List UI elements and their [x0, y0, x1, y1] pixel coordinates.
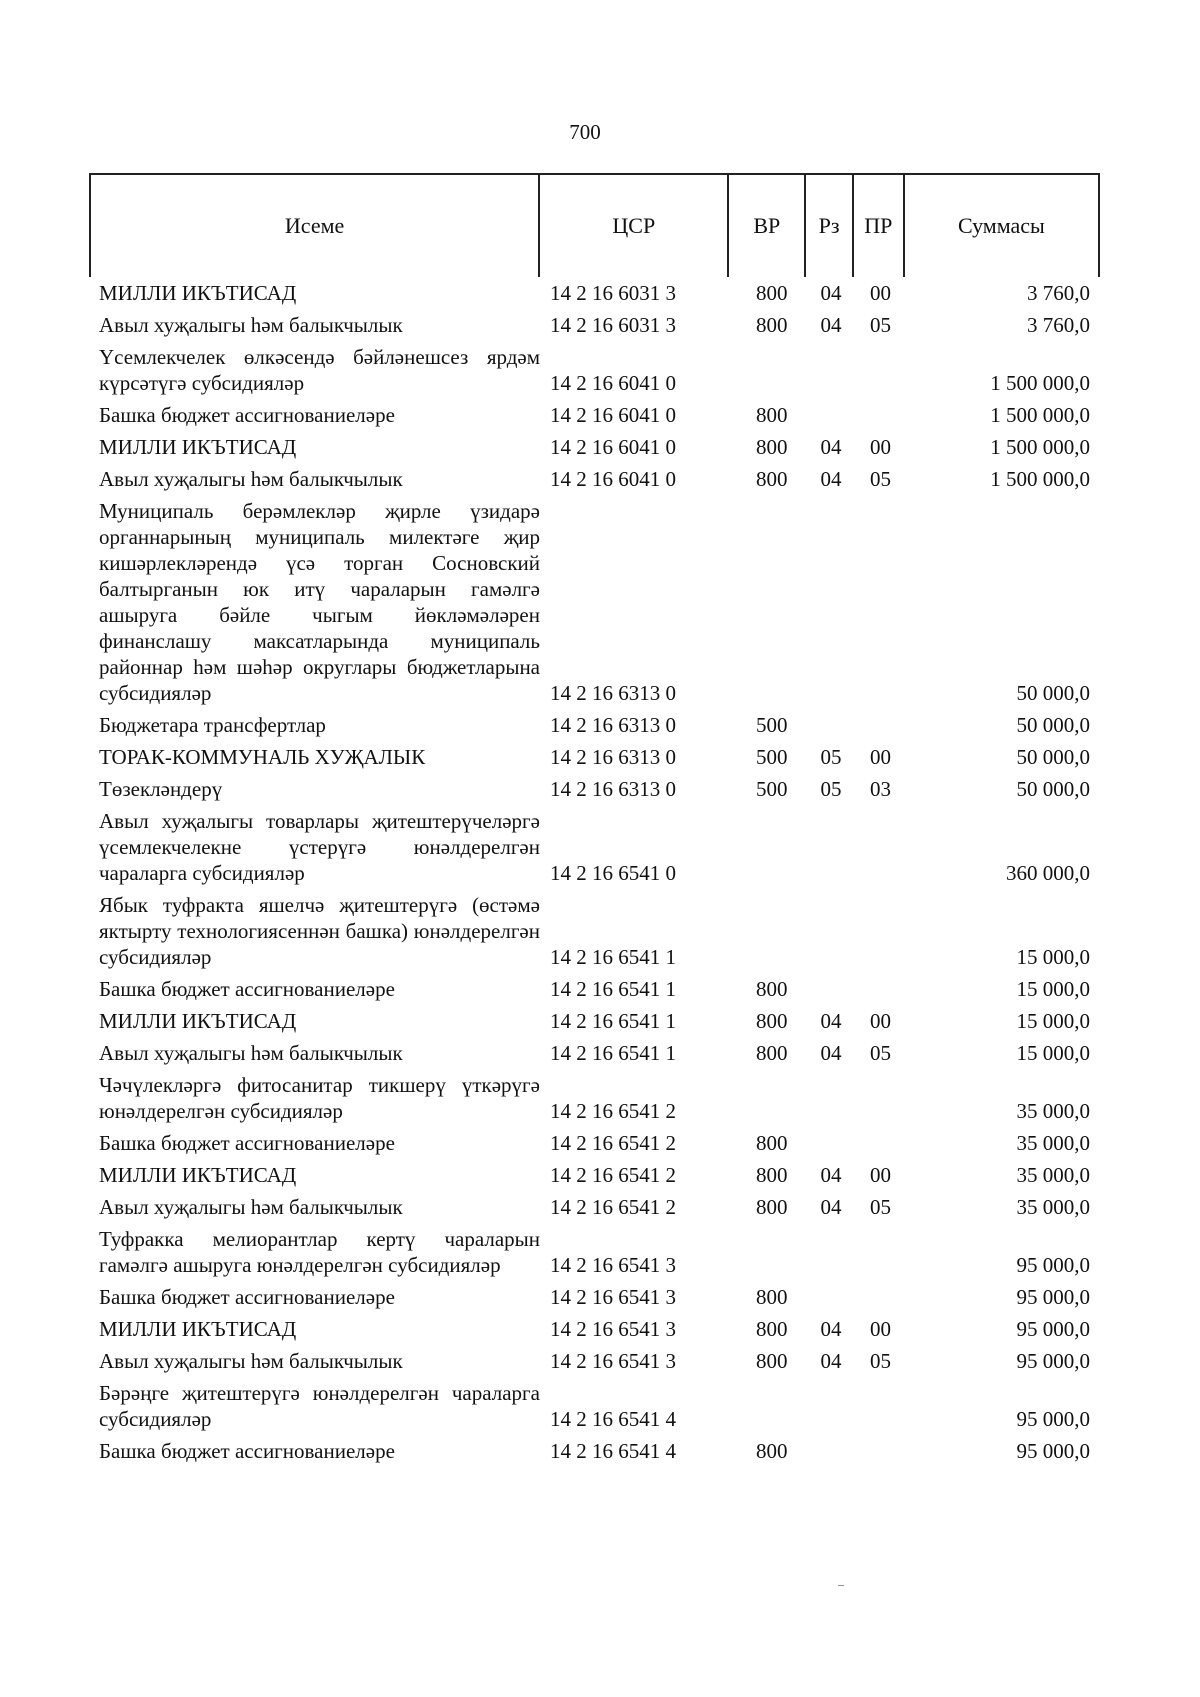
row-sum: 15 000,0 — [1016, 977, 1090, 1001]
row-sum: 95 000,0 — [1016, 1317, 1090, 1341]
row-csr: 14 2 16 6541 3 — [550, 1285, 676, 1309]
row-sum: 35 000,0 — [1016, 1099, 1090, 1123]
row-sum: 1 500 000,0 — [990, 371, 1090, 395]
table-row — [99, 399, 1100, 431]
row-rz: 05 — [820, 777, 842, 801]
row-name: Авыл хуҗалыгы товарлары җитештерүчеләргә үсемлекчелекне үстерүгә юнәлдерелгән чараларга субсидияләр — [99, 809, 540, 885]
row-csr: 14 2 16 6541 3 — [550, 1253, 676, 1277]
row-vr: 500 — [756, 713, 788, 737]
row-pr: 00 — [870, 1163, 891, 1187]
row-pr: 05 — [870, 1041, 891, 1065]
row-vr: 800 — [756, 313, 788, 337]
row-vr: 500 — [756, 745, 788, 769]
row-rz: 04 — [820, 313, 842, 337]
row-sum: 35 000,0 — [1016, 1163, 1090, 1187]
table-row — [99, 341, 1100, 399]
row-csr: 14 2 16 6541 4 — [550, 1407, 676, 1431]
table-row — [99, 1159, 1100, 1191]
row-rz: 04 — [820, 281, 842, 305]
row-name: МИЛЛИ ИКЪТИСАД — [99, 435, 297, 459]
row-sum: 15 000,0 — [1016, 1009, 1090, 1033]
header-pr: ПР — [854, 175, 905, 277]
row-vr: 800 — [756, 1041, 788, 1065]
row-csr: 14 2 16 6031 3 — [550, 281, 676, 305]
row-sum: 1 500 000,0 — [990, 403, 1090, 427]
row-rz: 04 — [820, 1349, 842, 1373]
table-row — [99, 277, 1100, 309]
row-csr: 14 2 16 6031 3 — [550, 313, 676, 337]
row-name: Чәчүлекләргә фитосанитар тикшерү үткәрүгә юнәлдерелгән субсидияләр — [99, 1073, 540, 1123]
row-vr: 800 — [756, 977, 788, 1001]
row-pr: 05 — [870, 1195, 891, 1219]
row-pr: 00 — [870, 745, 891, 769]
row-csr: 14 2 16 6313 0 — [550, 777, 676, 801]
row-name: Туфракка мелиорантлар кертү чараларын гамәлгә ашыруга юнәлдерелгән субсидияләр — [99, 1227, 540, 1277]
row-rz: 04 — [820, 1041, 842, 1065]
row-vr: 800 — [756, 1009, 788, 1033]
table-row — [99, 1005, 1100, 1037]
table-row — [99, 741, 1100, 773]
row-name: ТОРАК-КОММУНАЛЬ ХУҖАЛЫК — [99, 745, 426, 769]
row-csr: 14 2 16 6041 0 — [550, 403, 676, 427]
row-sum: 95 000,0 — [1016, 1285, 1090, 1309]
row-pr: 00 — [870, 1317, 891, 1341]
row-name: Авыл хуҗалыгы һәм балыкчылык — [99, 1349, 403, 1373]
row-name: Башка бюджет ассигнованиеләре — [99, 1285, 395, 1309]
page-number: 700 — [569, 120, 601, 144]
row-sum: 50 000,0 — [1016, 713, 1090, 737]
row-sum: 50 000,0 — [1016, 777, 1090, 801]
row-csr: 14 2 16 6541 3 — [550, 1317, 676, 1341]
table-row — [99, 495, 1100, 709]
row-name: Ябык туфракта яшелчә җитештерүгә (өстәмә яктырту технологиясеннән башка) юнәлдерелгән субсидияләр — [99, 893, 540, 969]
row-name: Башка бюджет ассигнованиеләре — [99, 1131, 395, 1155]
row-sum: 1 500 000,0 — [990, 467, 1090, 491]
row-vr: 800 — [756, 1439, 788, 1463]
row-vr: 800 — [756, 1285, 788, 1309]
row-sum: 95 000,0 — [1016, 1407, 1090, 1431]
row-vr: 800 — [756, 435, 788, 459]
row-name: Бюджетара трансфертлар — [99, 713, 326, 737]
row-rz: 04 — [820, 435, 842, 459]
row-vr: 500 — [756, 777, 788, 801]
row-pr: 00 — [870, 435, 891, 459]
row-csr: 14 2 16 6541 0 — [550, 861, 676, 885]
table-row — [99, 889, 1100, 973]
row-csr: 14 2 16 6041 0 — [550, 435, 676, 459]
row-pr: 03 — [870, 777, 891, 801]
row-vr: 800 — [756, 403, 788, 427]
row-sum: 50 000,0 — [1016, 681, 1090, 705]
table-row — [99, 463, 1100, 495]
row-csr: 14 2 16 6313 0 — [550, 681, 676, 705]
row-csr: 14 2 16 6541 4 — [550, 1439, 676, 1463]
table-row — [99, 773, 1100, 805]
table-row — [99, 1069, 1100, 1127]
table-row — [99, 709, 1100, 741]
row-sum: 95 000,0 — [1016, 1349, 1090, 1373]
row-csr: 14 2 16 6041 0 — [550, 467, 676, 491]
row-name: МИЛЛИ ИКЪТИСАД — [99, 1009, 297, 1033]
row-csr: 14 2 16 6541 1 — [550, 977, 676, 1001]
row-name: Авыл хуҗалыгы һәм балыкчылык — [99, 1195, 403, 1219]
row-vr: 800 — [756, 281, 788, 305]
table-row — [99, 1223, 1100, 1281]
row-rz: 04 — [820, 1163, 842, 1187]
row-pr: 05 — [870, 1349, 891, 1373]
row-name: Авыл хуҗалыгы һәм балыкчылык — [99, 1041, 403, 1065]
row-sum: 15 000,0 — [1016, 945, 1090, 969]
row-name: МИЛЛИ ИКЪТИСАД — [99, 1163, 297, 1187]
row-sum: 35 000,0 — [1016, 1131, 1090, 1155]
row-name: Авыл хуҗалыгы һәм балыкчылык — [99, 313, 403, 337]
row-name: МИЛЛИ ИКЪТИСАД — [99, 1317, 297, 1341]
row-rz: 04 — [820, 1195, 842, 1219]
row-csr: 14 2 16 6541 1 — [550, 1009, 676, 1033]
table-row — [99, 1435, 1100, 1467]
row-sum: 35 000,0 — [1016, 1195, 1090, 1219]
row-sum: 15 000,0 — [1016, 1041, 1090, 1065]
row-sum: 3 760,0 — [1027, 281, 1090, 305]
table-row — [99, 309, 1100, 341]
row-name: Башка бюджет ассигнованиеләре — [99, 977, 395, 1001]
row-sum: 3 760,0 — [1027, 313, 1090, 337]
table-row — [99, 1377, 1100, 1435]
row-csr: 14 2 16 6541 2 — [550, 1131, 676, 1155]
header-name: Исеме — [91, 175, 540, 277]
row-vr: 800 — [756, 1131, 788, 1155]
row-sum: 1 500 000,0 — [990, 435, 1090, 459]
row-csr: 14 2 16 6541 3 — [550, 1349, 676, 1373]
table-row — [99, 1345, 1100, 1377]
row-sum: 360 000,0 — [1006, 861, 1090, 885]
row-rz: 04 — [820, 467, 842, 491]
table-row — [99, 973, 1100, 1005]
row-name: Муниципаль берәмлекләр җирле үзидарә органнарының муниципаль милектәге җир кишәрлекләрендә үсә торган Сосновский балтырганын юк итү чараларын гамәлгә ашыруга бәйле чыгым йөкләмәләрен финанслашу максатларында муниципаль районнар һәм шәһәр округлары бюджетларына субсидияләр — [99, 499, 540, 705]
row-csr: 14 2 16 6541 2 — [550, 1195, 676, 1219]
table-body — [99, 277, 1100, 1467]
table-row — [99, 1281, 1100, 1313]
table-row — [99, 1037, 1100, 1069]
row-name: Үсемлекчелек өлкәсендә бәйләнешсез ярдәм күрсәтүгә субсидияләр — [99, 345, 540, 395]
row-sum: 95 000,0 — [1016, 1439, 1090, 1463]
row-csr: 14 2 16 6541 1 — [550, 945, 676, 969]
row-csr: 14 2 16 6541 2 — [550, 1099, 676, 1123]
row-name: МИЛЛИ ИКЪТИСАД — [99, 281, 297, 305]
row-csr: 14 2 16 6541 2 — [550, 1163, 676, 1187]
table-header — [89, 173, 1100, 277]
row-name: Төзекләндерү — [99, 777, 223, 801]
row-vr: 800 — [756, 1195, 788, 1219]
row-csr: 14 2 16 6313 0 — [550, 745, 676, 769]
row-vr: 800 — [756, 467, 788, 491]
row-pr: 00 — [870, 1009, 891, 1033]
row-pr: 05 — [870, 467, 891, 491]
row-sum: 50 000,0 — [1016, 745, 1090, 769]
header-rz: Рз — [806, 175, 854, 277]
row-rz: 05 — [820, 745, 842, 769]
row-name: Авыл хуҗалыгы һәм балыкчылык — [99, 467, 403, 491]
row-pr: 00 — [870, 281, 891, 305]
row-name: Башка бюджет ассигнованиеләре — [99, 403, 395, 427]
header-vr: ВР — [729, 175, 806, 277]
row-vr: 800 — [756, 1349, 788, 1373]
table-row — [99, 805, 1100, 889]
row-vr: 800 — [756, 1317, 788, 1341]
row-csr: 14 2 16 6541 1 — [550, 1041, 676, 1065]
header-csr: ЦСР — [540, 175, 729, 277]
row-name: Башка бюджет ассигнованиеләре — [99, 1439, 395, 1463]
row-csr: 14 2 16 6313 0 — [550, 713, 676, 737]
row-pr: 05 — [870, 313, 891, 337]
scan-mark — [838, 1585, 844, 1586]
row-vr: 800 — [756, 1163, 788, 1187]
row-rz: 04 — [820, 1317, 842, 1341]
row-sum: 95 000,0 — [1016, 1253, 1090, 1277]
row-rz: 04 — [820, 1009, 842, 1033]
table-row — [99, 1191, 1100, 1223]
table-row — [99, 431, 1100, 463]
row-csr: 14 2 16 6041 0 — [550, 371, 676, 395]
header-sum: Суммасы — [957, 213, 1045, 238]
row-name: Бәрәңге җитештерүгә юнәлдерелгән чараларга субсидияләр — [99, 1381, 540, 1431]
table-row — [99, 1313, 1100, 1345]
table-row — [99, 1127, 1100, 1159]
